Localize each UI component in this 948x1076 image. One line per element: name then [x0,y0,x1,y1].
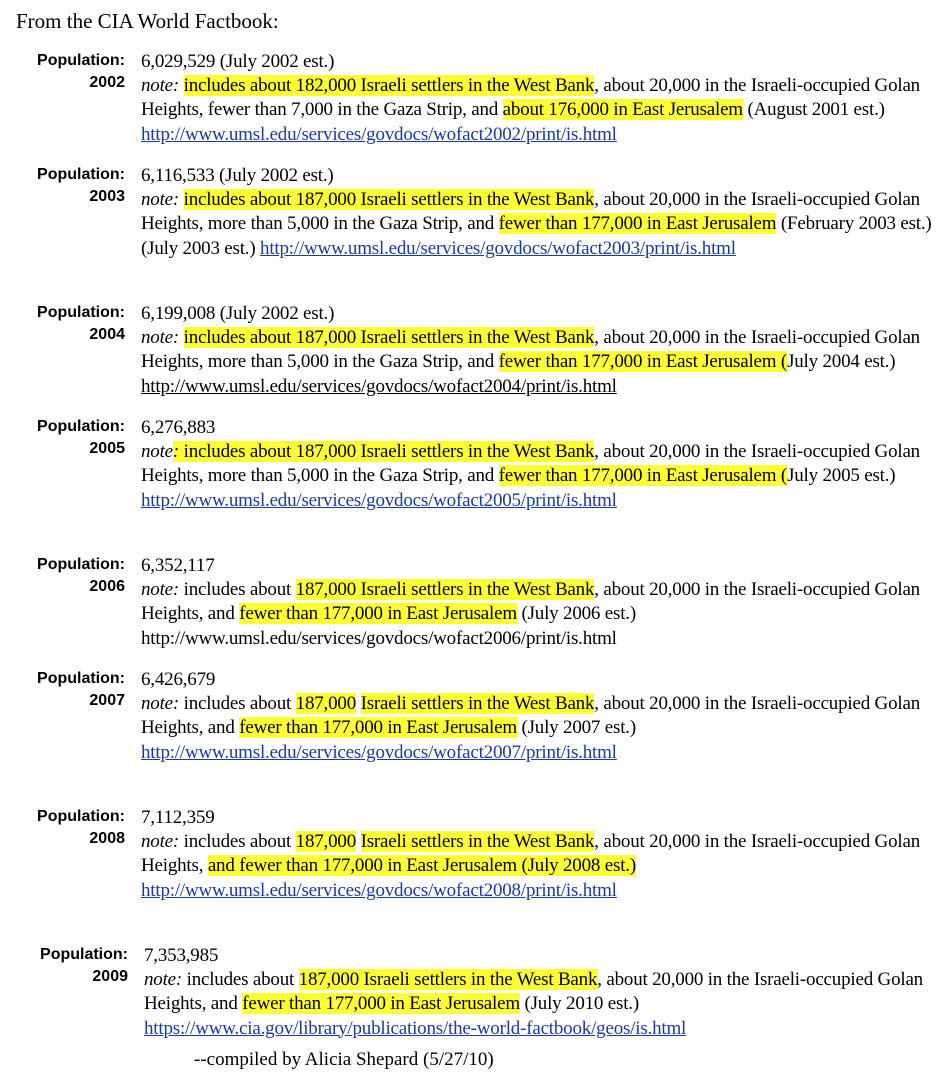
highlighted-text: Israeli settlers in the West Bank [360,693,595,715]
population-label [8,416,125,460]
source-link[interactable]: http://www.umsl.edu/services/govdocs/wofact2003/print/is.html [260,237,736,259]
population-label [8,50,125,94]
highlighted-text: fewer than 177,000 in East Jerusalem [239,603,517,625]
population-text: 6,199,008 (July 2002 est.) note: includes about 187,000 Israeli settlers in the West Bank, about 20,000 in the Israeli-occupied Golan Heights, more than 5,000 in the Gaza Strip, and fewer than 177,000 in East Jerusalem (July 2004 est.) http://www.umsl.edu/services/govdocs/wofact2004/print/is.html [141,302,946,399]
source-link[interactable]: http://www.umsl.edu/services/govdocs/wofact2004/print/is.html [141,375,617,397]
highlighted-text: 187,000 Israeli settlers in the West Bank [295,579,595,601]
population-year: 2003 [89,188,125,205]
highlighted-text: and fewer than 177,000 in East Jerusalem (July 2008 est.) [207,855,636,877]
highlighted-text: includes about 182,000 Israeli settlers in the West Bank [183,75,595,97]
note-label: note: [141,189,180,211]
population-label [8,164,125,208]
highlighted-text: includes about 187,000 Israeli settlers in the West Bank [179,441,595,463]
highlighted-text: 187,000 Israeli settlers in the West Bank [298,969,598,991]
population-word: Population: [40,946,128,963]
population-value: 6,426,679 [141,669,216,690]
highlighted-text: Israeli settlers in the West Bank [360,831,595,853]
highlighted-text: includes about 187,000 Israeli settlers in the West Bank [183,189,595,211]
population-word: Population: [37,418,125,435]
population-word: Population: [37,556,125,573]
population-year: 2008 [89,830,125,847]
population-value: 6,352,117 [141,555,215,576]
note-label: note: [141,441,180,463]
population-text: 6,352,117 note: includes about 187,000 Israeli settlers in the West Bank, about 20,000 in the Israeli-occupied Golan Heights, and fewer than 177,000 in East Jerusalem (July 2006 est.) http://www.umsl.edu/services/govdocs/wofact2006/print/is.html [141,554,946,651]
population-value: 6,199,008 (July 2002 est.) [141,303,335,324]
population-word: Population: [37,670,125,687]
population-label [8,302,125,346]
highlighted-text: about 176,000 in East Jerusalem [502,99,743,121]
source-url-text: http://www.umsl.edu/services/govdocs/wofact2006/print/is.html [141,627,617,649]
population-year: 2005 [89,440,125,457]
highlighted-text: includes about 187,000 Israeli settlers in the West Bank [183,327,595,349]
note-label: note: [144,969,183,991]
population-text: 6,029,529 (July 2002 est.) note: includes about 182,000 Israeli settlers in the West Bank, about 20,000 in the Israeli-occupied Golan Heights, fewer than 7,000 in the Gaza Strip, and about 176,000 in East Jerusalem (August 2001 est.) http://www.umsl.edu/services/govdocs/wofact2002/print/is.html [141,50,946,147]
population-year: 2009 [92,968,128,985]
population-year: 2002 [89,74,125,91]
highlighted-text: fewer than 177,000 in East Jerusalem [498,213,777,235]
population-value: 6,029,529 (July 2002 est.) [141,51,335,72]
highlighted-text: fewer than 177,000 in East Jerusalem [242,993,520,1015]
population-value: 6,116,533 (July 2002 est.) [141,165,334,186]
source-link[interactable]: https://www.cia.gov/library/publications/the-world-factbook/geos/is.html [144,1017,687,1039]
population-value: 6,276,883 [141,417,216,438]
highlighted-text: fewer than 177,000 in East Jerusalem ( [498,465,788,487]
population-word: Population: [37,52,125,69]
population-word: Population: [37,166,125,183]
population-year: 2006 [89,578,125,595]
note-label: note: [141,75,180,97]
population-label [11,944,128,988]
population-value: 7,353,985 [144,945,219,966]
highlighted-text: 187,000 [295,831,356,853]
source-link[interactable]: http://www.umsl.edu/services/govdocs/wofact2007/print/is.html [141,741,617,763]
population-label [8,668,125,712]
page-title: From the CIA World Factbook: [16,9,279,33]
population-text: 6,116,533 (July 2002 est.) note: includes about 187,000 Israeli settlers in the West Bank, about 20,000 in the Israeli-occupied Golan Heights, more than 5,000 in the Gaza Strip, and fewer than 177,000 in East Jerusalem (February 2003 est.) (July 2003 est.) http://www.umsl.edu/services/govdocs/wofact2003/print/is.html [141,164,946,261]
note-label: note: [141,327,180,349]
population-year: 2004 [89,326,125,343]
population-year: 2007 [89,692,125,709]
population-text: 7,112,359 note: includes about 187,000 Israeli settlers in the West Bank, about 20,000 in the Israeli-occupied Golan Heights, and fewer than 177,000 in East Jerusalem (July 2008 est.) http://www.umsl.edu/services/govdocs/wofact2008/print/is.html [141,806,946,903]
population-text: 6,426,679 note: includes about 187,000 Israeli settlers in the West Bank, about 20,000 in the Israeli-occupied Golan Heights, and fewer than 177,000 in East Jerusalem (July 2007 est.) http://www.umsl.edu/services/govdocs/wofact2007/print/is.html [141,668,946,765]
population-value: 7,112,359 [141,807,215,828]
source-link[interactable]: http://www.umsl.edu/services/govdocs/wofact2005/print/is.html [141,489,617,511]
population-label [8,554,125,598]
highlighted-text: 187,000 [295,693,356,715]
population-label [8,806,125,850]
population-text: 7,353,985 note: includes about 187,000 Israeli settlers in the West Bank, about 20,000 in the Israeli-occupied Golan Heights, and fewer than 177,000 in East Jerusalem (July 2010 est.) https://www.cia.gov/library/publications/the-world-factbook/geos/is.html [144,944,948,1041]
compiled-by-credit: --compiled by Alicia Shepard (5/27/10) [194,1049,494,1070]
source-link[interactable]: http://www.umsl.edu/services/govdocs/wofact2008/print/is.html [141,879,617,901]
population-word: Population: [37,304,125,321]
population-text: 6,276,883 note: includes about 187,000 Israeli settlers in the West Bank, about 20,000 in the Israeli-occupied Golan Heights, more than 5,000 in the Gaza Strip, and fewer than 177,000 in East Jerusalem (July 2005 est.) http://www.umsl.edu/services/govdocs/wofact2005/print/is.html [141,416,946,513]
note-label: note: [141,831,180,853]
note-label: note: [141,579,180,601]
population-word: Population: [37,808,125,825]
highlighted-text: fewer than 177,000 in East Jerusalem ( [498,351,788,373]
note-label: note: [141,693,180,715]
source-link[interactable]: http://www.umsl.edu/services/govdocs/wofact2002/print/is.html [141,123,617,145]
highlighted-text: fewer than 177,000 in East Jerusalem [239,717,517,739]
